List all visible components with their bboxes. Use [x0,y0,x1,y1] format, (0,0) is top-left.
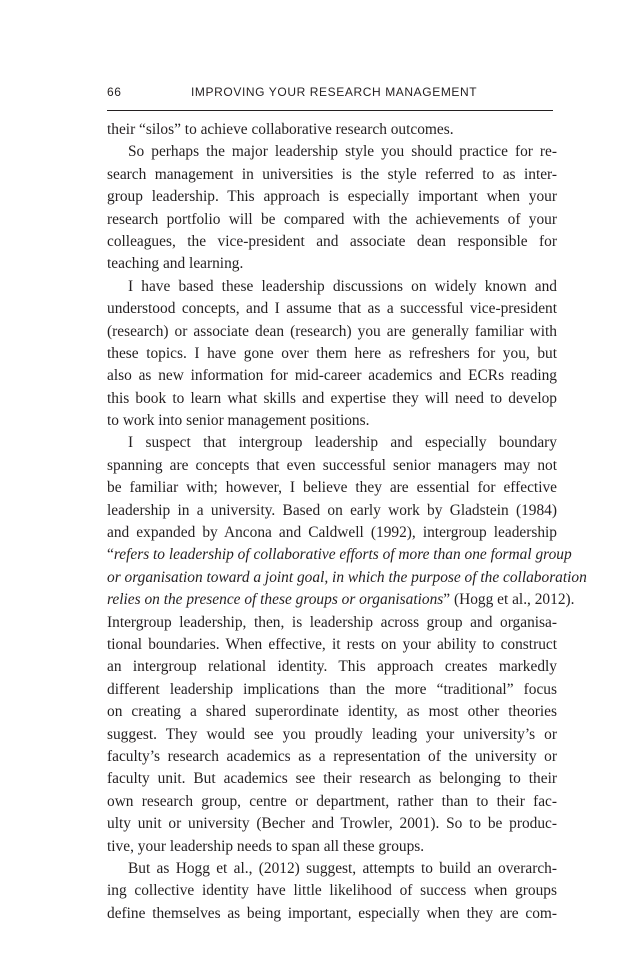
text-line [107,544,572,566]
quote-mark: “ [107,546,114,564]
text-line: Intergroup leadership, then, is leadership across group and organisa- [107,613,557,631]
text-line: different leadership implications than the more “traditional” focus [107,680,557,698]
running-head [107,85,553,99]
text-line: be familiar with; however, I believe they are essential for effective [107,479,557,497]
text-line: So perhaps the major leadership style you should practice for re- [128,143,557,161]
text-line: faculty unit. But academics see their research as belonging to their [107,770,557,788]
running-title: IMPROVING YOUR RESEARCH MANAGEMENT [191,85,478,99]
text-line: and expanded by Ancona and Caldwell (1992), intergroup leadership [107,524,557,542]
text-line: also as new information for mid-career academics and ECRs reading [107,367,557,385]
citation: ” (Hogg et al., 2012). [443,591,575,609]
text-line: teaching and learning. [107,255,244,273]
text-line: search management in universities is the style referred to as inter- [107,165,557,183]
text-line: tive, your leadership needs to span all these groups. [107,837,425,855]
text-line: leadership in a university. Based on early work by Gladstein (1984) [107,501,557,519]
italic-quote: or organisation toward a joint goal, in which the purpose of the collaboration [107,568,587,586]
text-line: But as Hogg et al., (2012) suggest, attempts to build an overarch- [128,859,557,877]
text-line: I have based these leadership discussions on widely known and [128,277,557,295]
text-line: to work into senior management positions. [107,412,370,430]
italic-quote: relies on the presence of these groups or organisations [107,591,444,609]
text-line: own research group, centre or department, rather than to their fac- [107,792,557,810]
text-line: their “silos” to achieve collaborative research outcomes. [107,121,454,138]
text-line: this book to learn what skills and expertise they will need to develop [107,389,557,407]
text-line: tional boundaries. When effective, it rests on your ability to construct [107,635,557,653]
italic-quote: refers to leadership of collaborative efforts of more than one formal group [113,546,572,564]
text-line: spanning are concepts that even successful senior managers may not [107,456,557,474]
body-text [107,119,587,925]
text-line [107,567,587,589]
text-line: ing collective identity have little likelihood of success when groups [107,882,557,900]
text-line: ulty unit or university (Becher and Trowler, 2001). So to be produc- [107,815,557,833]
text-line: these topics. I have gone over them here as refreshers for you, but [107,344,557,362]
text-line: suggest. They would see you proudly leading your university’s or [107,725,557,743]
page-number: 66 [107,85,122,99]
text-line: I suspect that intergroup leadership and especially boundary [128,434,557,452]
text-line: research portfolio will be compared with the achievements of your [107,210,557,228]
header-rule [107,110,553,111]
text-line: define themselves as being important, especially when they are com- [107,904,557,922]
text-line: an intergroup relational identity. This approach creates markedly [107,658,557,676]
text-line: (research) or associate dean (research) you are generally familiar with [107,322,557,340]
text-line: understood concepts, and I assume that as a successful vice-president [107,300,557,318]
text-line: colleagues, the vice-president and associate dean responsible for [107,232,557,250]
text-line: group leadership. This approach is especially important when your [107,188,557,206]
text-line [107,589,575,611]
text-line: faculty’s research academics as a representation of the university or [107,747,557,765]
text-line: on creating a shared superordinate identity, as most other theories [107,703,557,721]
